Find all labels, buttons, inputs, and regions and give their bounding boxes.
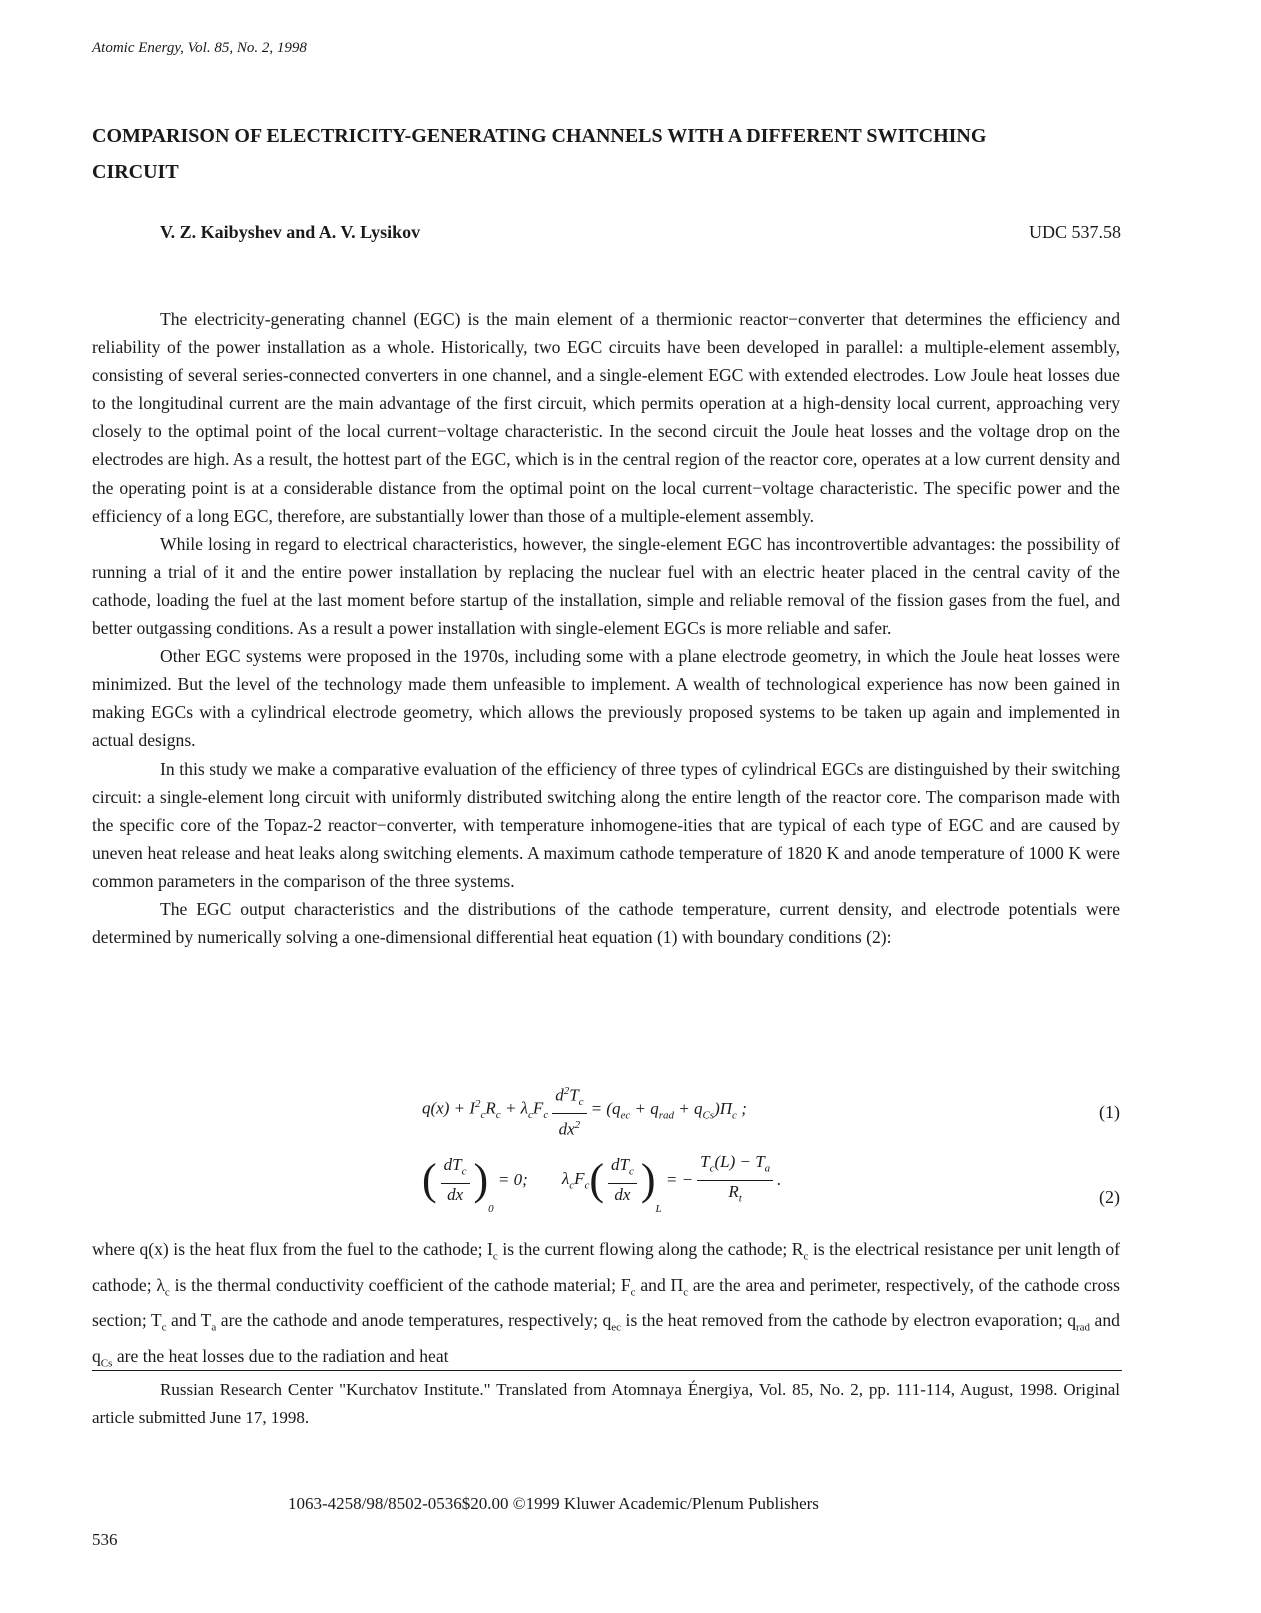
udc-code: UDC 537.58 — [1028, 222, 1121, 242]
equation-2 — [92, 1145, 1120, 1215]
footnote: Russian Research Center "Kurchatov Institute." Translated from Atomnaya Énergiya, Vol. 85, No. 2, pp. 111-114, August, 1998. Original article submitted June 17, 1998. — [92, 1380, 1120, 1427]
page-number: 536 — [92, 1530, 118, 1549]
paragraph-4: In this study we make a comparative evaluation of the efficiency of three types of cylindrical EGCs are distinguished by their switching circuit: a single-element long circuit with uniformly distributed switching along the entire length of the reactor core. The comparison made with the specific core of the Topaz-2 reactor−converter, with temperature inhomogene-ities that are typical of each type of EGC and are caused by uneven heat release and heat leaks along switching elements. A maximum cathode temperature of 1820 K and anode temperature of 1000 K were common parameters in the comparison of the three systems. — [92, 758, 1120, 891]
paragraph-2: While losing in regard to electrical characteristics, however, the single-element EGC has incontrovertible advantages: the possibility of running a trial of it and the entire power installation by replacing the nuclear fuel with an electric heater placed in the central cavity of the cathode, loading the fuel at the last moment before startup of the installation, simple and reliable removal of the fission gases from the fuel, and better outgassing conditions. As a result a power installation with single-element EGCs is more reliable and safer. — [92, 533, 1120, 639]
equation-1-body: $q(x) + I^2_cR_c + \lambda_cF_c$ $\frac{d^2T_c}{dx^2}$ = $(q_{ec} + q_{rad} + q_{Cs})\Pi_c$ ; — [422, 1080, 747, 1140]
article-title: COMPARISON OF ELECTRICITY-GENERATING CHANNELS WITH A DIFFERENT SWITCHING CIRCUIT — [92, 125, 987, 183]
variable-definitions: where q(x) is the heat flux from the fuel to the cathode; $I_c$ is the current flowing along the cathode; $R_c$ is the electrical resistance per unit length of cathode; $\lambda_c$ is the thermal conductivity coefficient of the cathode material; $F_c$ and $\Pi_c$ are the area and perimeter, respectively, of the cathode cross section; $T_c$ and $T_a$ are the cathode and anode temperatures, respectively; $q_{ec}$ is the heat removed from the cathode by electron evaporation; $q_{rad}$ and $q_{Cs}$ are the heat losses due to the radiation and heat — [92, 1239, 1121, 1370]
paragraph-3: Other EGC systems were proposed in the 1970s, including some with a plane electrode geometry, in which the Joule heat losses were minimized. But the level of the technology made them unfeasible to implement. A wealth of technological experience has now been gained in making EGCs with a cylindrical electrode geometry, which allows the previously proposed systems to be taken up again and implemented in actual designs. — [92, 646, 1120, 751]
equation-2-body: ( $\frac{dT_c}{dx}$ ) 0 = 0; $\lambda_cF_c$ ( $\frac{dT_c}{dx}$ ) L = − $\frac{T_c(L) - T_a}{R_t}$ . — [422, 1152, 782, 1215]
footnote-rule — [92, 1370, 1122, 1371]
equation-1-number: (1) — [1099, 1102, 1120, 1122]
copyright-line: 1063-4258/98/8502-0536$20.00 ©1999 Kluwer Academic/Plenum Publishers — [288, 1494, 819, 1513]
paragraph-5: The EGC output characteristics and the distributions of the cathode temperature, current density, and electrode potentials were determined by numerically solving a one-dimensional differential heat equation (1) with boundary conditions (2): — [92, 898, 1120, 948]
equation-2-number: (2) — [1099, 1187, 1120, 1207]
journal-citation: Atomic Energy, Vol. 85, No. 2, 1998 — [92, 40, 307, 56]
equation-1 — [92, 1080, 1120, 1140]
article-body — [92, 305, 1120, 951]
paragraph-1: The electricity-generating channel (EGC) is the main element of a thermionic reactor−converter that determines the efficiency and reliability of the power installation as a whole. Historically, two EGC circuits have been developed in parallel: a multiple-element assembly, consisting of several series-connected converters in one channel, and a single-element EGC with extended electrodes. Low Joule heat losses due to the longitudinal current are the main advantage of the first circuit, which permits operation at a high-density local current, approaching very closely to the optimal point of the local current−voltage characteristic. In the second circuit the Joule heat losses and the voltage drop on the electrodes are high. As a result, the hottest part of the EGC, which is in the central region of the reactor core, operates at a low current density and the operating point is at a considerable distance from the optimal point on the local current−voltage characteristic. The specific power and the efficiency of a long EGC, therefore, are substantially lower than those of a multiple-element assembly. — [92, 309, 1120, 526]
article-authors: V. Z. Kaibyshev and A. V. Lysikov — [160, 222, 421, 242]
